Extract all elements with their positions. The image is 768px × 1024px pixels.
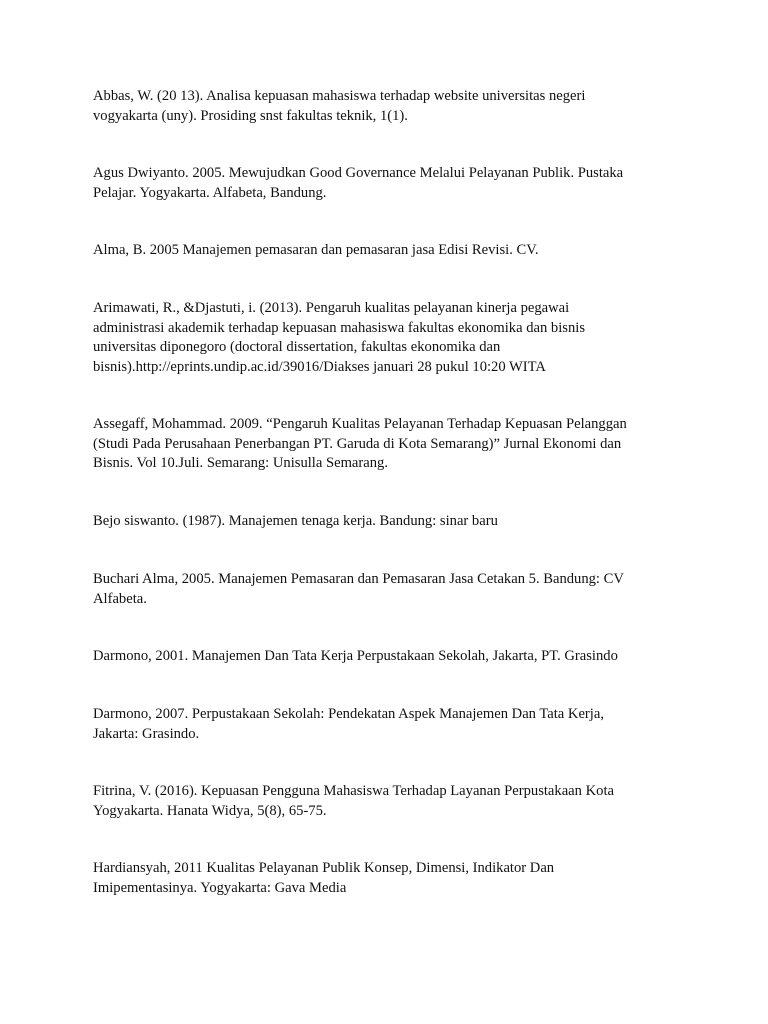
reference-line: Imipementasinya. Yogyakarta: Gava Media (93, 879, 347, 896)
reference-entry-darmono-2007 (93, 705, 683, 744)
reference-line: Buchari Alma, 2005. Manajemen Pemasaran dan Pemasaran Jasa Cetakan 5. Bandung: CV (93, 571, 624, 587)
reference-line: Yogyakarta. Hanata Widya, 5(8), 65-75. (93, 802, 327, 819)
reference-line: vogyakarta (uny). Prosiding snst fakultas teknik, 1(1). (93, 107, 408, 124)
reference-line: Darmono, 2001. Manajemen Dan Tata Kerja Perpustakaan Sekolah, Jakarta, PT. Grasindo (93, 648, 618, 664)
reference-line: Jakarta: Grasindo. (93, 725, 200, 742)
reference-line: Hardiansyah, 2011 Kualitas Pelayanan Publik Konsep, Dimensi, Indikator Dan (93, 860, 555, 876)
reference-entry-siswanto (93, 512, 683, 532)
reference-line: administrasi akademik terhadap kepuasan mahasiswa fakultas ekonomika dan bisnis (93, 319, 585, 336)
reference-line: Assegaff, Mohammad. 2009. “Pengaruh Kualitas Pelayanan Terhadap Kepuasan Pelanggan (93, 416, 627, 432)
reference-line: Alfabeta. (93, 590, 147, 607)
reference-line: Bisnis. Vol 10.Juli. Semarang: Unisulla Semarang. (93, 455, 388, 471)
reference-entry-abbas (93, 87, 683, 126)
reference-entry-buchari-alma (93, 570, 683, 609)
reference-line: universitas diponegoro (doctoral dissertation, fakultas ekonomika dan (93, 339, 501, 355)
reference-line: Darmono, 2007. Perpustakaan Sekolah: Pendekatan Aspek Manajemen Dan Tata Kerja, (93, 706, 604, 722)
reference-entry-assegaff (93, 415, 683, 474)
reference-entry-dwiyanto (93, 164, 683, 203)
reference-line: Fitrina, V. (2016). Kepuasan Pengguna Mahasiswa Terhadap Layanan Perpustakaan Kota (93, 783, 614, 799)
reference-line: (Studi Pada Perusahaan Penerbangan PT. Garuda di Kota Semarang)” Jurnal Ekonomi dan (93, 435, 622, 452)
reference-line: Arimawati, R., &Djastuti, i. (2013). Pengaruh kualitas pelayanan kinerja pegawai (93, 300, 570, 316)
reference-entry-alma (93, 241, 683, 261)
reference-entry-arimawati (93, 299, 683, 377)
reference-line: Agus Dwiyanto. 2005. Mewujudkan Good Governance Melalui Pelayanan Publik. Pustaka (93, 165, 624, 181)
reference-line: Bejo siswanto. (1987). Manajemen tenaga kerja. Bandung: sinar baru (93, 513, 498, 529)
reference-entry-hardiansyah (93, 859, 683, 898)
reference-entry-darmono-2001 (93, 647, 683, 667)
reference-line: Abbas, W. (20 13). Analisa kepuasan mahasiswa terhadap website universitas negeri (93, 88, 586, 104)
reference-line: bisnis).http://eprints.undip.ac.id/39016/Diakses januari 28 pukul 10:20 WITA (93, 358, 546, 375)
reference-entry-fitrina (93, 782, 683, 821)
reference-line: Alma, B. 2005 Manajemen pemasaran dan pemasaran jasa Edisi Revisi. CV. (93, 242, 539, 258)
reference-line: Pelajar. Yogyakarta. Alfabeta, Bandung. (93, 184, 327, 201)
